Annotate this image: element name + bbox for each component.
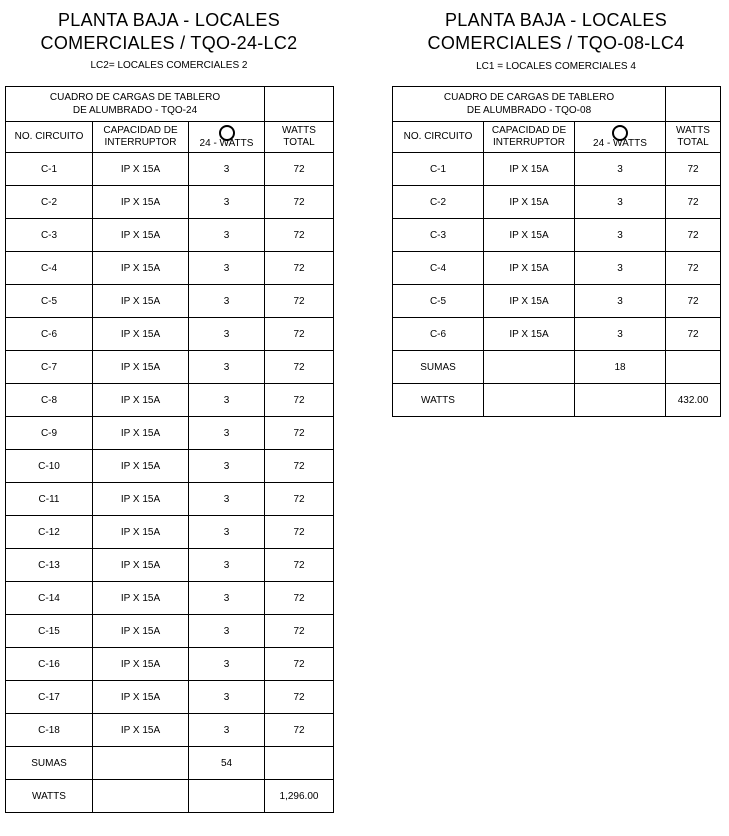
circuit-cell: C-8 [6, 384, 93, 417]
table-row [6, 483, 334, 516]
circuit-cell: C-4 [6, 252, 93, 285]
watts-cell: 72 [666, 285, 721, 318]
breaker-cell: IP X 15A [93, 516, 189, 549]
table-row [6, 219, 334, 252]
right-title-blank-cell [666, 87, 721, 122]
circuit-cell: C-6 [6, 318, 93, 351]
table-row [6, 384, 334, 417]
watts-blank [484, 384, 575, 417]
circuit-cell: C-1 [393, 153, 484, 186]
left-title [5, 9, 333, 55]
watts-cell: 72 [265, 417, 334, 450]
breaker-cell: IP X 15A [93, 615, 189, 648]
breaker-cell: IP X 15A [484, 252, 575, 285]
right-header-capacity-line1: CAPACIDAD DE [491, 125, 567, 136]
watts-label: WATTS [6, 780, 93, 813]
breaker-cell: IP X 15A [484, 285, 575, 318]
right-table-title-line2: DE ALUMBRADO - TQO-08 [466, 105, 592, 116]
table-row [6, 318, 334, 351]
breaker-cell: IP X 15A [93, 681, 189, 714]
sumas-label: SUMAS [393, 351, 484, 384]
breaker-cell: IP X 15A [93, 153, 189, 186]
watts-cell: 72 [265, 483, 334, 516]
qty-cell: 3 [575, 219, 666, 252]
right-load-table [392, 86, 721, 417]
breaker-cell: IP X 15A [93, 582, 189, 615]
sumas-label: SUMAS [6, 747, 93, 780]
circuit-cell: C-16 [6, 648, 93, 681]
table-row [393, 153, 721, 186]
qty-cell: 3 [189, 219, 265, 252]
watts-cell: 72 [265, 681, 334, 714]
watts-cell: 72 [265, 186, 334, 219]
circuit-cell: C-2 [393, 186, 484, 219]
watts-cell: 72 [265, 714, 334, 747]
qty-cell: 3 [189, 186, 265, 219]
watts-cell: 72 [666, 219, 721, 252]
right-header-watts [666, 122, 721, 153]
left-header-capacity [93, 122, 189, 153]
circuit-cell: C-10 [6, 450, 93, 483]
qty-cell: 3 [189, 549, 265, 582]
table-row [393, 252, 721, 285]
watts-cell: 72 [265, 219, 334, 252]
watts-cell: 72 [265, 252, 334, 285]
table-row [393, 186, 721, 219]
left-header-watts [265, 122, 334, 153]
circuit-cell: C-6 [393, 318, 484, 351]
table-row [6, 417, 334, 450]
sumas-value: 18 [575, 351, 666, 384]
sumas-blank [484, 351, 575, 384]
breaker-cell: IP X 15A [93, 714, 189, 747]
watts-cell: 72 [265, 648, 334, 681]
breaker-cell: IP X 15A [484, 219, 575, 252]
table-row [6, 450, 334, 483]
right-header-capacity-line2: INTERRUPTOR [492, 137, 566, 148]
watts-cell: 72 [265, 384, 334, 417]
table-row [6, 648, 334, 681]
breaker-cell: IP X 15A [93, 450, 189, 483]
breaker-cell: IP X 15A [484, 153, 575, 186]
circuit-cell: C-7 [6, 351, 93, 384]
watts-cell: 72 [265, 516, 334, 549]
circuit-cell: C-1 [6, 153, 93, 186]
breaker-cell: IP X 15A [93, 219, 189, 252]
sumas-row [6, 747, 334, 780]
circuit-cell: C-11 [6, 483, 93, 516]
circuit-cell: C-17 [6, 681, 93, 714]
table-row [6, 714, 334, 747]
right-title [392, 9, 720, 55]
breaker-cell: IP X 15A [484, 318, 575, 351]
breaker-cell: IP X 15A [93, 318, 189, 351]
circuit-cell: C-14 [6, 582, 93, 615]
table-row [6, 582, 334, 615]
right-header-watts-line1: WATTS [676, 125, 710, 136]
sumas-blank [666, 351, 721, 384]
circuit-cell: C-12 [6, 516, 93, 549]
watts-cell: 72 [265, 285, 334, 318]
table-row [6, 285, 334, 318]
qty-cell: 3 [189, 318, 265, 351]
circuit-cell: C-15 [6, 615, 93, 648]
breaker-cell: IP X 15A [93, 384, 189, 417]
breaker-cell: IP X 15A [93, 549, 189, 582]
qty-cell: 3 [189, 417, 265, 450]
left-header-capacity-line2: INTERRUPTOR [104, 137, 177, 148]
watts-cell: 72 [666, 318, 721, 351]
table-row [393, 285, 721, 318]
watts-row [393, 384, 721, 417]
left-header-watts-line1: WATTS [282, 125, 316, 136]
qty-cell: 3 [189, 285, 265, 318]
watts-cell: 72 [265, 318, 334, 351]
sumas-blank [93, 747, 189, 780]
left-header-circuit: NO. CIRCUITO [6, 122, 93, 153]
qty-cell: 3 [189, 384, 265, 417]
right-title-line2: COMERCIALES / TQO-08-LC4 [427, 33, 685, 53]
right-table-title [393, 87, 666, 122]
watts-total-value: 432.00 [666, 384, 721, 417]
breaker-cell: IP X 15A [93, 483, 189, 516]
watts-blank [93, 780, 189, 813]
circuit-cell: C-9 [6, 417, 93, 450]
breaker-cell: IP X 15A [93, 252, 189, 285]
sumas-value: 54 [189, 747, 265, 780]
watts-cell: 72 [666, 153, 721, 186]
qty-cell: 3 [189, 252, 265, 285]
circuit-cell: C-3 [393, 219, 484, 252]
watts-row [6, 780, 334, 813]
qty-cell: 3 [575, 252, 666, 285]
table-row [6, 681, 334, 714]
table-row [6, 351, 334, 384]
qty-cell: 3 [575, 153, 666, 186]
watts-cell: 72 [265, 450, 334, 483]
right-header-lamp-label: 24 - WATTS [593, 137, 647, 149]
left-header-capacity-line1: CAPACIDAD DE [103, 125, 178, 136]
right-header-watts-line2: TOTAL [677, 137, 709, 148]
sumas-blank [265, 747, 334, 780]
circuit-cell: C-4 [393, 252, 484, 285]
watts-blank [189, 780, 265, 813]
breaker-cell: IP X 15A [93, 285, 189, 318]
sumas-row [393, 351, 721, 384]
left-subtitle: LC2= LOCALES COMERCIALES 2 [90, 60, 248, 71]
watts-cell: 72 [265, 615, 334, 648]
left-title-line2: COMERCIALES / TQO-24-LC2 [40, 33, 298, 53]
circuit-cell: C-18 [6, 714, 93, 747]
watts-cell: 72 [265, 582, 334, 615]
right-header-lamp [575, 122, 666, 153]
watts-label: WATTS [393, 384, 484, 417]
table-row [6, 186, 334, 219]
qty-cell: 3 [189, 648, 265, 681]
circuit-cell: C-3 [6, 219, 93, 252]
right-header-circuit: NO. CIRCUITO [393, 122, 484, 153]
circuit-cell: C-2 [6, 186, 93, 219]
table-row [6, 549, 334, 582]
watts-cell: 72 [265, 153, 334, 186]
watts-blank [575, 384, 666, 417]
right-subtitle: LC1 = LOCALES COMERCIALES 4 [476, 61, 636, 72]
left-title-line1: PLANTA BAJA - LOCALES [57, 10, 281, 30]
left-load-table [5, 86, 334, 813]
circuit-cell: C-13 [6, 549, 93, 582]
breaker-cell: IP X 15A [93, 417, 189, 450]
qty-cell: 3 [189, 615, 265, 648]
table-row [6, 153, 334, 186]
left-table-title-line1: CUADRO DE CARGAS DE TABLERO [49, 92, 221, 103]
qty-cell: 3 [189, 714, 265, 747]
left-title-blank-cell [265, 87, 334, 122]
breaker-cell: IP X 15A [93, 351, 189, 384]
watts-cell: 72 [265, 351, 334, 384]
left-table-title [6, 87, 265, 122]
right-table-title-line1: CUADRO DE CARGAS DE TABLERO [443, 92, 615, 103]
qty-cell: 3 [189, 681, 265, 714]
right-header-capacity [484, 122, 575, 153]
left-header-watts-line2: TOTAL [283, 137, 315, 148]
left-header-lamp-label: 24 - WATTS [199, 137, 254, 149]
watts-total-value: 1,296.00 [265, 780, 334, 813]
qty-cell: 3 [575, 285, 666, 318]
watts-cell: 72 [666, 252, 721, 285]
table-row [393, 318, 721, 351]
left-table-title-line2: DE ALUMBRADO - TQO-24 [72, 105, 198, 116]
watts-cell: 72 [265, 549, 334, 582]
qty-cell: 3 [575, 318, 666, 351]
table-row [393, 219, 721, 252]
breaker-cell: IP X 15A [93, 186, 189, 219]
qty-cell: 3 [189, 153, 265, 186]
qty-cell: 3 [575, 186, 666, 219]
watts-cell: 72 [666, 186, 721, 219]
circuit-cell: C-5 [393, 285, 484, 318]
right-title-line1: PLANTA BAJA - LOCALES [444, 10, 668, 30]
table-row [6, 252, 334, 285]
qty-cell: 3 [189, 516, 265, 549]
qty-cell: 3 [189, 450, 265, 483]
left-header-lamp [189, 122, 265, 153]
qty-cell: 3 [189, 351, 265, 384]
breaker-cell: IP X 15A [484, 186, 575, 219]
breaker-cell: IP X 15A [93, 648, 189, 681]
circuit-cell: C-5 [6, 285, 93, 318]
table-row [6, 615, 334, 648]
table-row [6, 516, 334, 549]
qty-cell: 3 [189, 582, 265, 615]
qty-cell: 3 [189, 483, 265, 516]
